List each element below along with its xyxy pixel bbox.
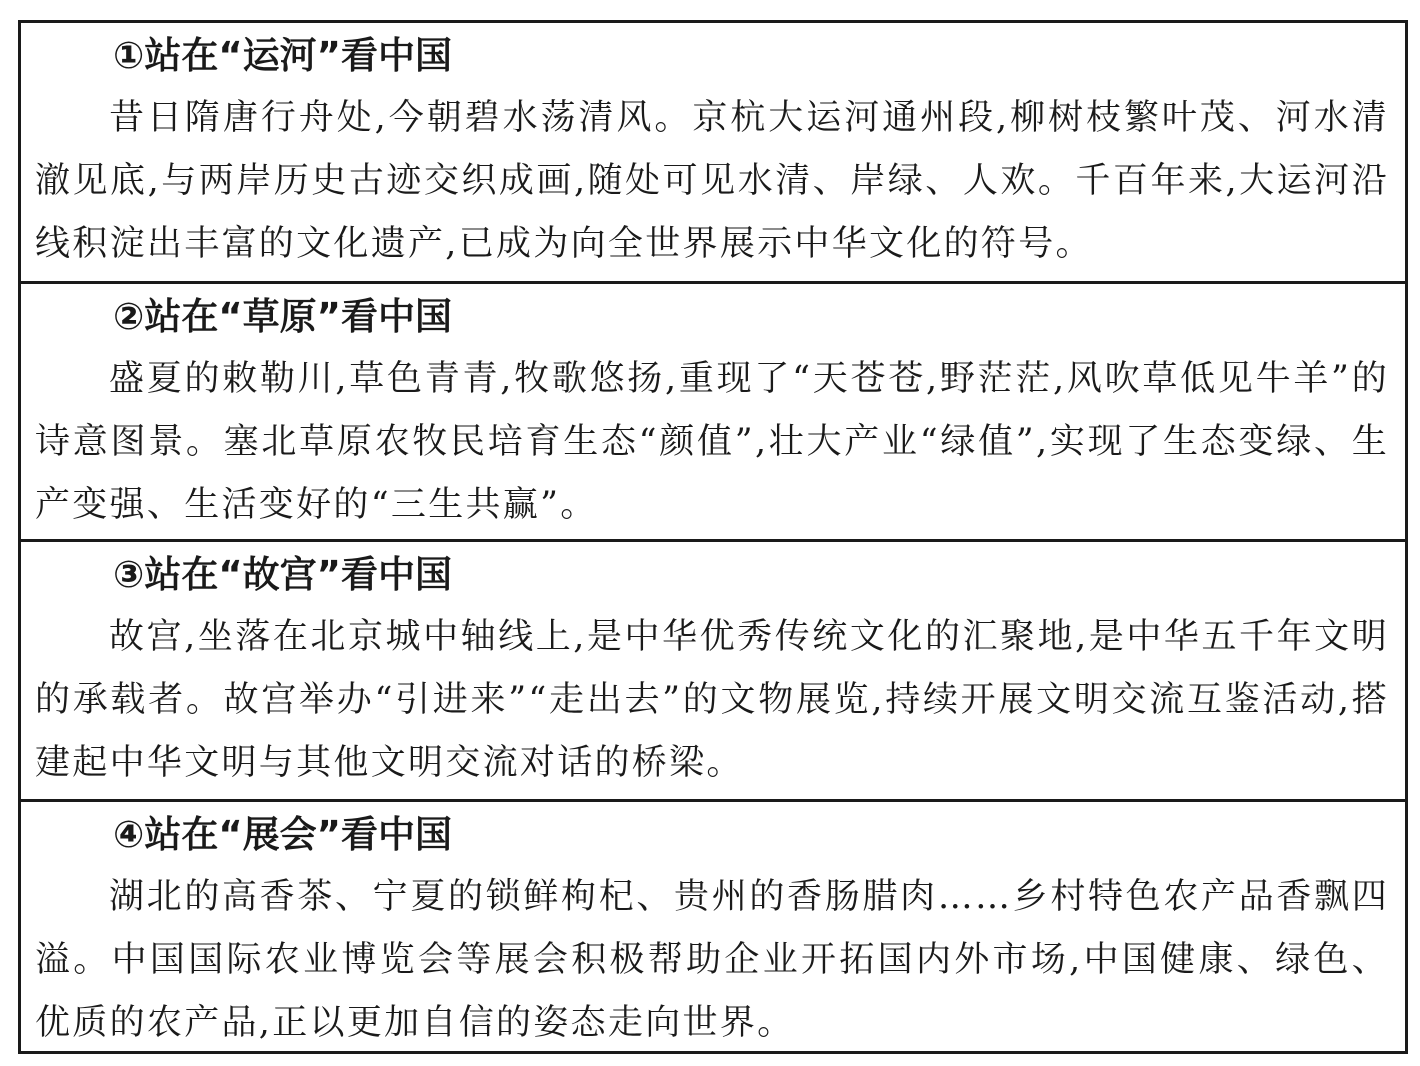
section-heading: ④站在“展会”看中国 xyxy=(113,812,452,856)
section-text: 湖北的高香茶、宁夏的锁鲜枸杞、贵州的香肠腊肉……乡村特色农产品香飘四溢。中国国际农业博览会等展会积极帮助企业开拓国内外市场,中国健康、绿色、优质的农产品,正以更加自信的姿态走向世界。 xyxy=(35,877,1389,1043)
section-expo xyxy=(21,799,1405,1051)
section-text: 昔日隋唐行舟处,今朝碧水荡清风。京杭大运河通州段,柳树枝繁叶茂、河水清澈见底,与两岸历史古迹交织成画,随处可见水清、岸绿、人欢。千百年来,大运河沿线积淀出丰富的文化遗产,已成为向全世界展示中华文化的符号。 xyxy=(35,98,1389,264)
section-grassland xyxy=(21,281,1405,539)
section-heading: ③站在“故宫”看中国 xyxy=(113,552,452,596)
section-palace-museum xyxy=(21,539,1405,799)
section-text: 故宫,坐落在北京城中轴线上,是中华优秀传统文化的汇聚地,是中华五千年文明的承载者。故宫举办“引进来”“走出去”的文物展览,持续开展文明交流互鉴活动,搭建起中华文明与其他文明交流对话的桥梁。 xyxy=(35,617,1389,783)
section-canal xyxy=(21,23,1405,281)
section-heading: ②站在“草原”看中国 xyxy=(113,294,452,338)
section-heading: ①站在“运河”看中国 xyxy=(113,33,452,77)
section-text: 盛夏的敕勒川,草色青青,牧歌悠扬,重现了“天苍苍,野茫茫,风吹草低见牛羊”的诗意图景。塞北草原农牧民培育生态“颜值”,壮大产业“绿值”,实现了生态变绿、生产变强、生活变好的“三生共赢”。 xyxy=(35,359,1389,525)
content-table xyxy=(18,20,1408,1054)
